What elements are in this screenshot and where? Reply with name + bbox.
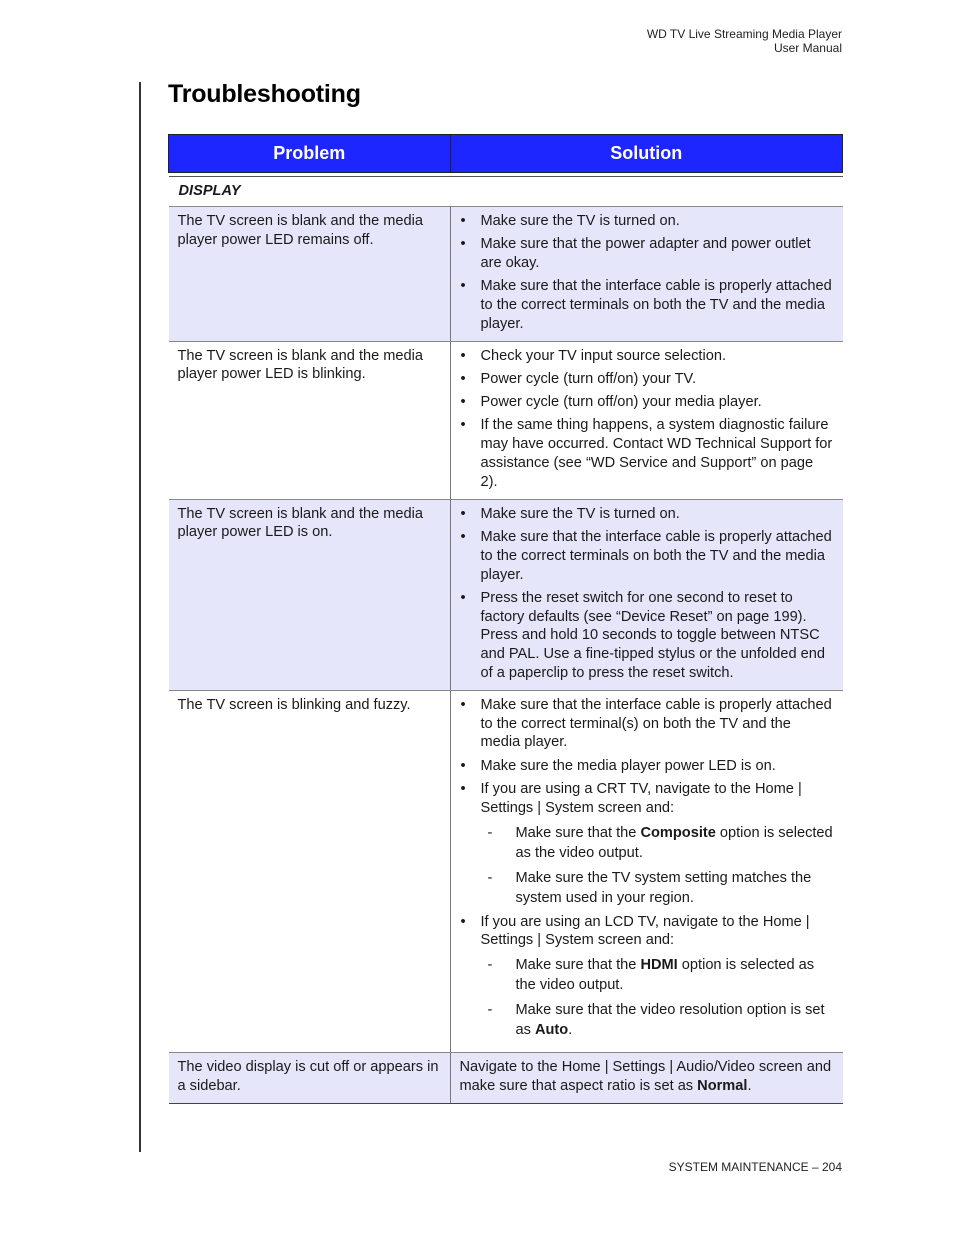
sub-item [481, 955, 834, 995]
solution-item: • Make sure that the interface cable is properly attached to the correct terminal(s) on both the TV and the media player. [460, 696, 834, 752]
solution-cell [450, 341, 843, 499]
footer-section: SYSTEM MAINTENANCE [668, 1160, 809, 1174]
problem-cell: The video display is cut off or appears in a sidebar. [169, 1053, 451, 1104]
table-header-row [169, 135, 843, 173]
solution-item: • Press the reset switch for one second to reset to factory defaults (see “Device Reset” on page 199). Press and hold 10 seconds to toggle between NTSC and PAL. Use a fine-tipped stylus or the unfolded end of a paperclip to press the reset switch. [460, 589, 834, 683]
problem-cell: The TV screen is blank and the media player power LED is blinking. [169, 341, 451, 499]
solution-item: • Make sure the media player power LED is on. [460, 757, 834, 776]
running-header [647, 28, 842, 55]
sub-item-text: Make sure that the video resolution option is set as [515, 1002, 825, 1039]
solution-item: • Power cycle (turn off/on) your media player. [460, 393, 834, 412]
problem-cell: The TV screen is blank and the media player power LED is on. [169, 499, 451, 690]
footer-separator: – [808, 1160, 822, 1174]
solution-item: • Power cycle (turn off/on) your TV. [460, 370, 834, 389]
table-row [169, 499, 843, 690]
section-row [169, 177, 843, 207]
table-row [169, 341, 843, 499]
solution-text: . [747, 1078, 752, 1094]
section-label: DISPLAY [169, 177, 843, 207]
crt-sub-list [481, 823, 834, 908]
solution-cell [450, 690, 843, 1052]
sub-item [481, 1000, 834, 1040]
solution-cell [450, 1053, 843, 1104]
solution-list [460, 212, 834, 334]
option-name: Auto [534, 1022, 569, 1039]
column-header-problem: Problem [169, 135, 451, 173]
solution-text: Navigate to the Home | Settings | Audio/Video screen and make sure that aspect ratio is set as [459, 1059, 832, 1094]
sub-item-text: option is selected as the video output. [515, 957, 815, 994]
solution-item: • Make sure the TV is turned on. [460, 505, 834, 524]
solution-item: • Make sure that the interface cable is properly attached to the correct terminals on both the TV and the media player. [460, 528, 834, 584]
sub-item-text: . [568, 1022, 573, 1039]
solution-item: • Check your TV input source selection. [460, 347, 834, 366]
solution-item: • Make sure that the power adapter and power outlet are okay. [460, 235, 834, 273]
solution-item: • Make sure that the interface cable is properly attached to the correct terminals on both the TV and the media player. [460, 277, 834, 333]
troubleshooting-table [168, 134, 843, 1104]
solution-cell [450, 499, 843, 690]
sub-item-text: option is selected as the video output. [515, 824, 833, 861]
solution-cell [450, 206, 843, 341]
page-number: 204 [821, 1160, 842, 1174]
problem-cell: The TV screen is blinking and fuzzy. [169, 690, 451, 1052]
sub-item: - Make sure the TV system setting matches the system used in your region. [481, 868, 834, 908]
solution-item-crt [460, 780, 834, 908]
solution-list [460, 505, 834, 683]
sub-item-text: Make sure that the [515, 824, 641, 841]
table-row [169, 690, 843, 1052]
solution-item-text: If you are using a CRT TV, navigate to the Home | Settings | System screen and: [480, 781, 802, 816]
margin-rule [139, 82, 141, 1152]
sub-item-text: Make sure that the [515, 957, 641, 974]
option-name: HDMI [640, 957, 678, 974]
solution-list [460, 696, 834, 1040]
option-name: Composite [640, 824, 716, 841]
table-row [169, 1053, 843, 1104]
header-product-title: WD TV Live Streaming Media Player [646, 27, 842, 41]
solution-item: • Make sure the TV is turned on. [460, 212, 834, 231]
problem-cell: The TV screen is blank and the media player power LED remains off. [169, 206, 451, 341]
solution-list [460, 347, 834, 492]
header-document-type: User Manual [773, 40, 842, 55]
solution-item-text: If you are using an LCD TV, navigate to the Home | Settings | System screen and: [480, 913, 810, 949]
column-header-solution: Solution [450, 135, 843, 173]
solution-item-lcd [460, 913, 834, 1041]
page-footer [669, 1160, 842, 1174]
page-title: Troubleshooting [168, 80, 361, 108]
lcd-sub-list [481, 955, 834, 1040]
sub-item [481, 823, 834, 863]
option-name: Normal [697, 1078, 748, 1094]
table-row [169, 206, 843, 341]
solution-item: • If the same thing happens, a system diagnostic failure may have occurred. Contact WD Technical Support for assistance (see “WD Service and Support” on page 2). [460, 416, 834, 491]
